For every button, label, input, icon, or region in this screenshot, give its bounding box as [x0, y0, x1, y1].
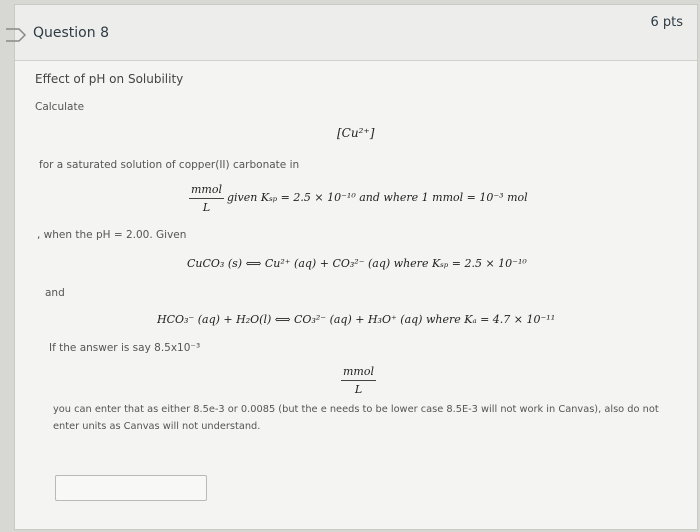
equation-bicarbonate: HCO₃⁻ (aq) + H₂O(l) ⟺ CO₃²⁻ (aq) + H₃O⁺ (aq) where Kₐ = 4.7 × 10⁻¹¹: [157, 313, 556, 326]
given-ksp-text: given Kₛₚ = 2.5 × 10⁻¹⁰ and where 1 mmol = 10⁻³ mol: [227, 191, 528, 204]
equation-dissolution: CuCO₃ (s) ⟺ Cu²⁺ (aq) + CO₃²⁻ (aq) where Kₛₚ = 2.5 × 10⁻¹⁰: [187, 257, 527, 270]
question-points: 6 pts: [650, 15, 683, 30]
unit-numerator: mmol: [341, 365, 376, 381]
unit-denominator: L: [354, 383, 363, 396]
when-ph-text: , when the pH = 2.00. Given: [37, 229, 187, 241]
instructions-line-2: enter units as Canvas will not understand.: [53, 421, 261, 432]
sentence-copper-carbonate: for a saturated solution of copper(II) carbonate in: [39, 159, 300, 171]
and-label: and: [45, 287, 65, 299]
unit-denominator: L: [202, 201, 211, 214]
answer-input[interactable]: [55, 475, 207, 501]
unit-fraction-2: [341, 365, 376, 396]
calculate-label: Calculate: [35, 101, 85, 113]
target-concentration: [Cu²⁺]: [337, 126, 375, 140]
unit-numerator: mmol: [189, 183, 224, 199]
instructions-line-1: you can enter that as either 8.5e-3 or 0.0085 (but the e needs to be lower case 8.5E-3 will not work in Canvas), also do not: [53, 404, 659, 415]
question-card: [14, 4, 698, 530]
question-header: [15, 5, 697, 61]
unit-fraction-1: [189, 183, 224, 214]
example-answer-text: If the answer is say 8.5x10⁻³: [49, 342, 201, 354]
question-title: Question 8: [33, 25, 109, 41]
section-heading: Effect of pH on Solubility: [35, 72, 184, 86]
flag-icon[interactable]: [5, 27, 27, 43]
